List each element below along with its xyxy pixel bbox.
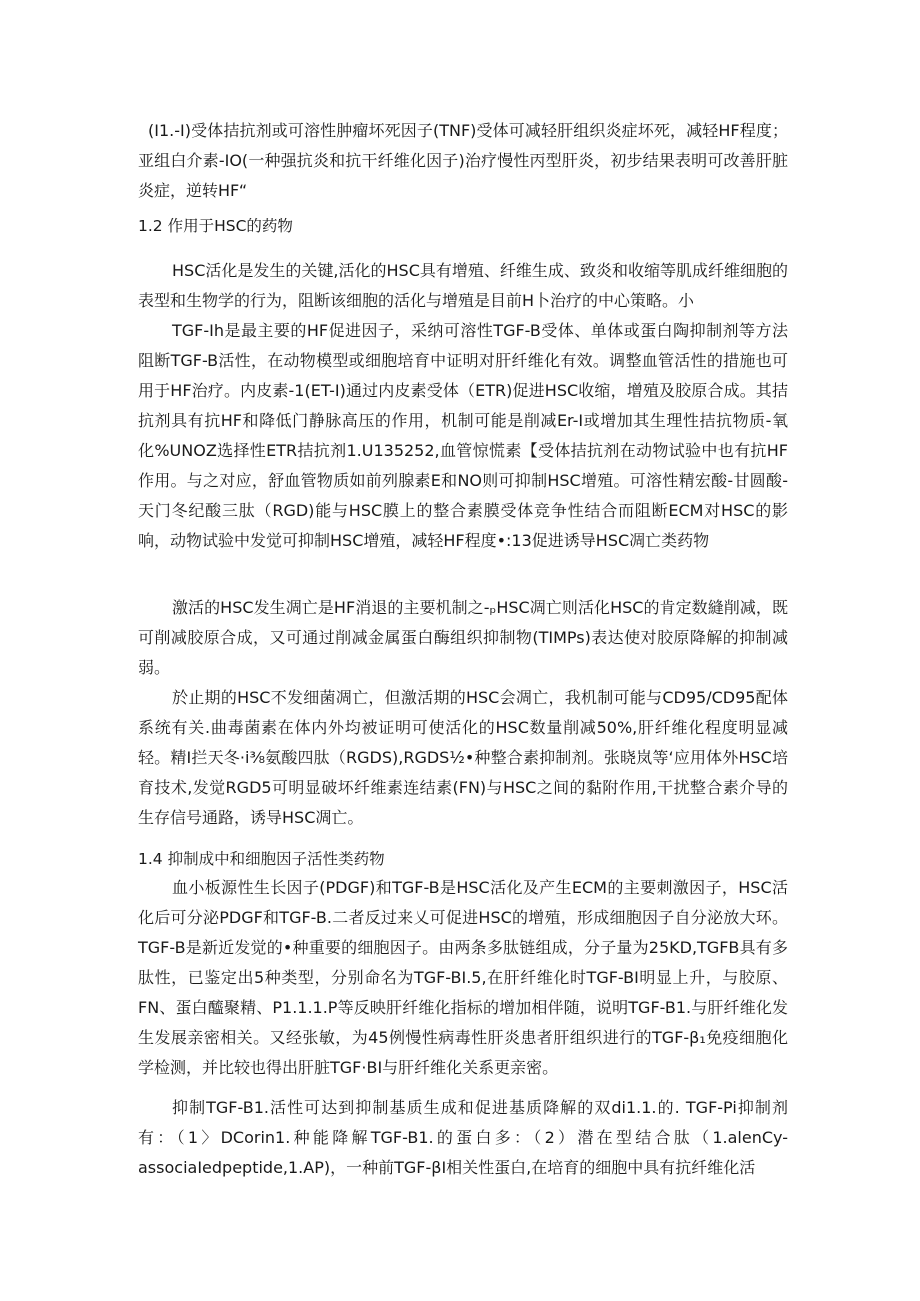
section-heading-1-2: 1.2 作用于HSC的药物 — [138, 217, 293, 235]
paragraph-hsc-apoptosis: 激活的HSC发生凋亡是HF消退的主要机制之-ₚHSC凋亡则活化HSC的肯定数縫削减，既可削减胶原合成，又可通过削减金属蛋白酶组织抑制物(TIMPs)表达使对胶原降解的抑制减弱。 — [138, 598, 788, 677]
paragraph-cd95-system: 於止期的HSC不发细菌凋亡，但激活期的HSC会凋亡，我机制可能与CD95/CD95配体系统有关.曲毒菌素在体内外均被证明可使活化的HSC数量削减50%,肝纤维化程度明显减轻。精Ι拦天冬·i⅜氨酸四肽（RGDS),RGDS½•种整合素抑制剂。张晓岚等‘应用体外HSC培育技术,发觉RGD5可明显破坏纤维素连结素(FN)与HSC之间的黏附作用,干扰整合素介导的生存信号通路，诱导HSC凋亡。 — [138, 688, 788, 827]
paragraph-pdgf-tgf: 血小板源性生长因子(PDGF)和TGF-B是HSC活化及产生ECM的主要刺激因子，HSC活化后可分泌PDGF和TGF-B.二者反过来乂可促进HSC的增殖，形成细胞因子自分泌放大环。TGF-B是新近发觉的•种重要的细胞因子。由两条多肽链组成，分子量为25KD,TGFB具有多肽性，已鉴定出5种类型，分别命名为TGF-BI.5,在肝纤维化时TGF-BI明显上升，与胶原、FN、蛋白醯聚精、P1.1.1.P等反映肝纤维化指标的增加相伴随，说明TGF-B1.与肝纤维化发生发展亲密相关。又经张敏，为45例慢性病毒性肝炎患者肝组织进行的TGF-β₁免疫细胞化学检测，并比较也得出肝脏TGF·BI与肝纤维化关系更亲密。 — [138, 878, 788, 1077]
section-heading-1-4: 1.4 抑制成中和细胞因子活性类药物 — [138, 850, 385, 868]
paragraph-hsc-activation: HSC活化是发生的关键,活化的HSC具有增殖、纤维生成、致炎和收缩等肌成纤维细胞的表型和生物学的行为，阻断该细胞的活化与增殖是目前H卜治疗的中心策略。小 — [138, 261, 788, 310]
paragraph-intro: (I1.-I)受体拮抗剂或可溶性肿瘤坏死因子(TNF)受体可减轻肝组织炎症坏死，减轻HF程度；亚组白介素-IO(一种强抗炎和抗干纤维化因子)治疗慢性丙型肝炎，初步结果表明可改善肝脏炎症，逆转HF“ — [138, 121, 788, 200]
paragraph-tgf-inhibitors: 抑制TGF-B1.活性可达到抑制基质生成和促进基质降解的双di1.1.的. TGF-Pi抑制剂有：（1〉DCorin1.种能降解TGF-B1.的蛋白多：（2）潜在型结合肽（1.alenCy-associaIedpeptide,1.AP)，一种前TGF-βI相关性蛋白,在培育的细胞中具有抗纤维化活 — [138, 1098, 788, 1177]
paragraph-tgf-inhibition: TGF-Ih是最主要的HF促进因子，采纳可溶性TGF-B受体、单体或蛋白陶抑制剂等方法阻断TGF-B活性，在动物模型或细胞培育中证明对肝纤维化有效。调整血管活性的措施也可用于HF治疗。内皮素-1(ET-I)通过内皮素受体（ETR)促进HSC收缩，增殖及胶原合成。其拮抗剂具有抗HF和降低门静脉高压的作用，机制可能是削减Er-I或增加其生理性拮抗物质-氧化%UNOZ选择性ETR拮抗剂1.U135252,血管惊慌素【受体拮抗剂在动物试验中也有抗HF作用。与之对应，舒血管物质如前列腺素E和NO则可抑制HSC增殖。可溶性精宏酸-甘圆酸-天门冬纪酸三肽（RGD)能与HSC膜上的整合素膜受体竞争性结合而阻断ECM对HSC的影响，动物试验中发觉可抑制HSC增殖，减轻HF程度•:13促进诱导HSC凋亡类药物 — [138, 321, 788, 550]
